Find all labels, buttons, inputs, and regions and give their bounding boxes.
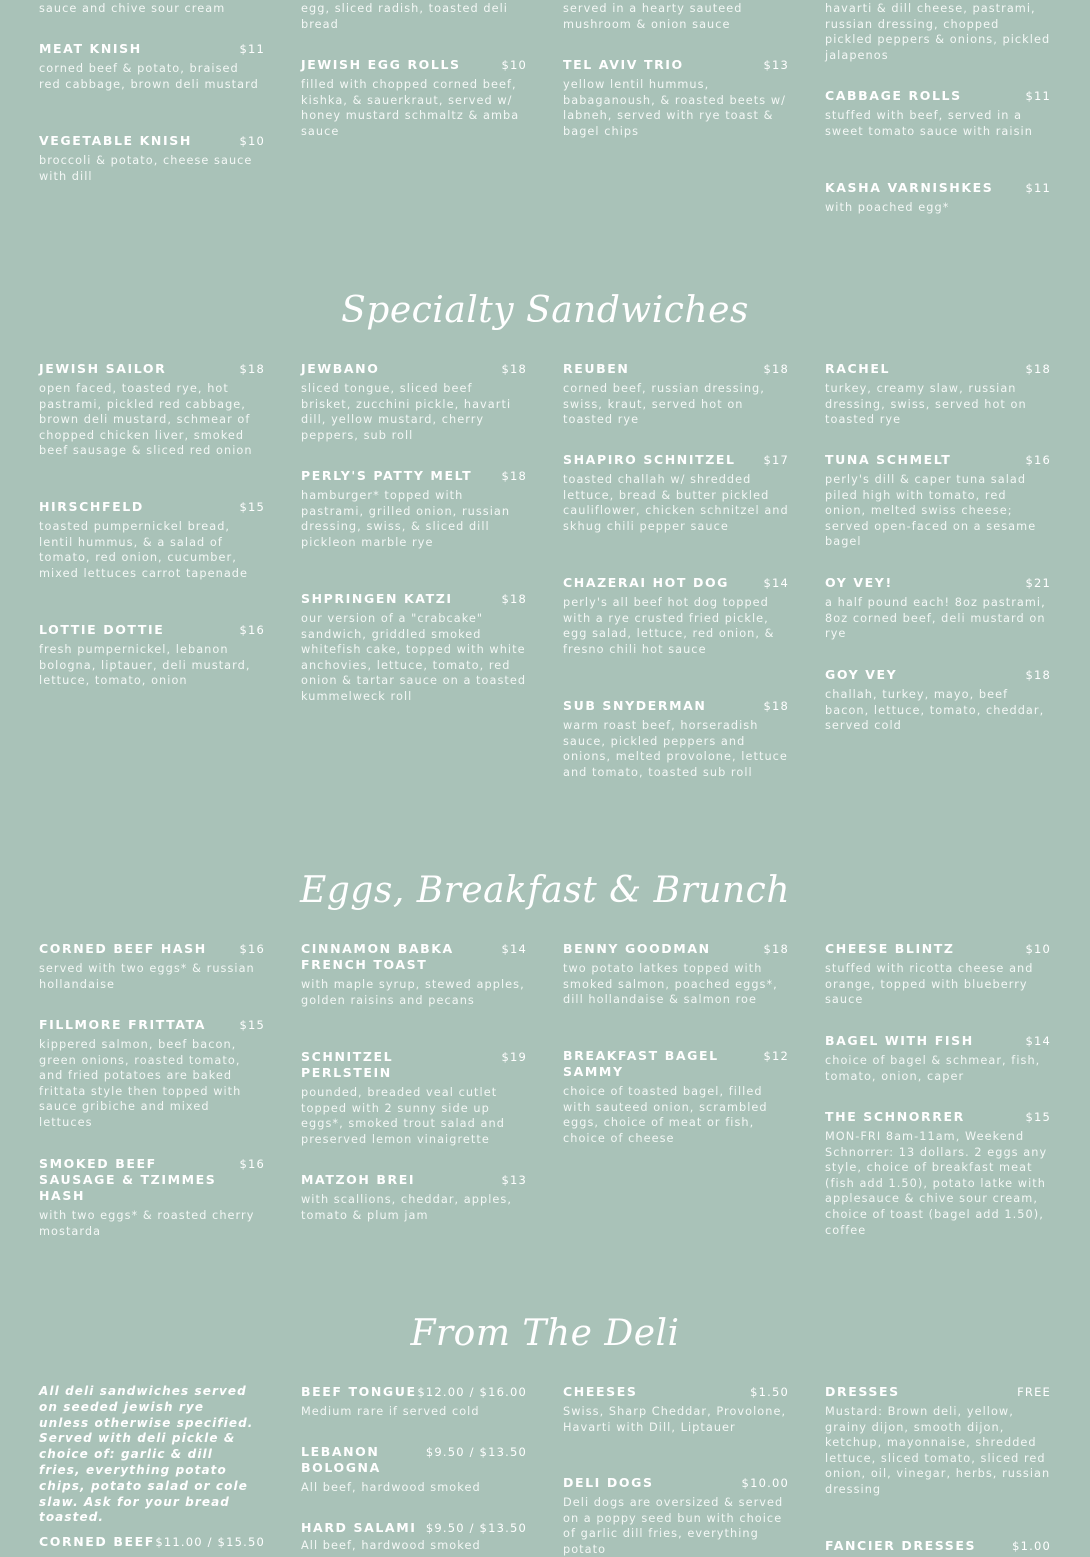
item-price: $16 (1025, 453, 1051, 467)
item-description: open faced, toasted rye, hot pastrami, pickled red cabbage, brown deli mustard, schmear of chopped chicken liver, smoked beef sausage & sliced red onion (39, 382, 253, 458)
item-name: SHAPIRO SCHNITZEL (563, 452, 736, 467)
item-price: $15 (239, 500, 265, 514)
menu-item (39, 41, 265, 92)
item-description: Mustard: Brown deli, yellow, grainy dijon, smooth dijon, ketchup, mayonnaise, shredded lettuce, sliced tomato, sliced red onion, oil, vinegar, herbs, russian dressing (825, 1405, 1051, 1496)
menu-item (39, 1534, 265, 1550)
menu-item (39, 941, 265, 992)
item-name: JEWISH SAILOR (39, 361, 167, 376)
item-price: $10.00 (741, 1476, 789, 1490)
item-description: toasted pumpernickel bread, lentil hummus, & a salad of tomato, red onion, cucumber, mixed lettuces carrot tapenade (39, 520, 249, 580)
item-name: CHEESE BLINTZ (825, 941, 955, 956)
menu-item (825, 361, 1051, 428)
item-price: $17 (763, 453, 789, 467)
menu-item (301, 468, 527, 550)
menu-item (39, 499, 265, 581)
item-price: $11 (1025, 89, 1051, 103)
item-description: perly's dill & caper tuna salad piled high with tomato, red onion, melted swiss cheese; served open-faced on a sesame bagel (825, 473, 1037, 549)
item-description: a half pound each! 8oz pastrami, 8oz corned beef, deli mustard on rye (825, 596, 1046, 641)
item-name: CABBAGE ROLLS (825, 88, 962, 103)
item-name: CHEESES (563, 1384, 638, 1399)
item-price: $10 (501, 58, 527, 72)
item-description: our version of a "crabcake" sandwich, griddled smoked whitefish cake, topped with white anchovies, lettuce, tomato, red onion & tartar sauce on a toasted kummelweck roll (301, 612, 527, 703)
menu-item (563, 575, 789, 657)
menu-item (39, 361, 265, 459)
menu-item (825, 180, 1051, 216)
item-name: TUNA SCHMELT (825, 452, 952, 467)
item-name: LOTTIE DOTTIE (39, 622, 165, 637)
menu-item (825, 1538, 1051, 1554)
item-price: $18 (763, 942, 789, 956)
menu-item (301, 941, 527, 1008)
item-description: stuffed with beef, served in a sweet tomato sauce with raisin (825, 109, 1033, 138)
item-price: $1.50 (750, 1385, 789, 1399)
menu-item (563, 698, 789, 780)
item-description: toasted challah w/ shredded lettuce, bread & butter pickled cauliflower, chicken schnitzel and skhug chili pepper sauce (563, 473, 789, 533)
item-name: SCHNITZEL PERLSTEIN (301, 1049, 394, 1080)
item-name: BAGEL WITH FISH (825, 1033, 974, 1048)
item-name: GOY VEY (825, 667, 898, 682)
item-name: LEBANON BOLOGNA (301, 1444, 381, 1475)
item-name: DRESSES (825, 1384, 900, 1399)
item-price: FREE (1017, 1385, 1051, 1399)
item-description: perly's all beef hot dog topped with a rye crusted fried pickle, egg salad, lettuce, red onion, & fresno chili hot sauce (563, 596, 775, 656)
menu-item (301, 1444, 527, 1496)
item-description: broccoli & potato, cheese sauce with dill (39, 154, 253, 183)
item-description: hamburger* topped with pastrami, grilled onion, russian dressing, swiss, & sliced dill pickleon marble rye (301, 489, 511, 549)
item-name: BENNY GOODMAN (563, 941, 711, 956)
menu-item (825, 1, 1051, 63)
item-description: choice of toasted bagel, filled with sauteed onion, scrambled eggs, choice of meat or fish, choice of cheese (563, 1085, 768, 1145)
item-price: $11.00 / $15.50 (155, 1535, 265, 1549)
item-name: CINNAMON BABKA FRENCH TOAST (301, 941, 454, 972)
menu-item (563, 361, 789, 428)
item-name: MATZOH BREI (301, 1172, 416, 1187)
item-name: JEWISH EGG ROLLS (301, 57, 461, 72)
item-price: $14 (1025, 1034, 1051, 1048)
item-description: served in a hearty sauteed mushroom & onion sauce (563, 2, 743, 31)
item-description: pounded, breaded veal cutlet topped with 2 sunny side up eggs*, smoked trout salad and preserved lemon vinaigrette (301, 1086, 505, 1146)
item-description: yellow lentil hummus, babaganoush, & roasted beets w/ labneh, served with rye toast & bagel chips (563, 78, 786, 138)
item-description: sauce and chive sour cream (39, 2, 226, 15)
item-name: CORNED BEEF HASH (39, 941, 207, 956)
menu-item (39, 1, 265, 17)
deli-note: All deli sandwiches served on seeded jewish rye unless otherwise specified. Served with deli pickle & choice of: garlic & dill fries, everything potato chips, potato salad or cole slaw. Ask for your bread toasted. (39, 1384, 254, 1525)
item-price: $15 (239, 1018, 265, 1032)
item-description: MON-FRI 8am-11am, Weekend Schnorrer: 13 dollars. 2 eggs any style, choice of breakfast meat (fish add 1.50), potato latke with applesauce & chive sour cream, choice of toast (bagel add 1.50), coffee (825, 1130, 1048, 1237)
item-price: $10 (1025, 942, 1051, 956)
item-price: $14 (763, 576, 789, 590)
item-description: egg, sliced radish, toasted deli bread (301, 2, 508, 31)
menu-item (563, 1475, 789, 1557)
item-price: $10 (239, 134, 265, 148)
item-description: filled with chopped corned beef, kishka, & sauerkraut, served w/ honey mustard schmaltz & amba sauce (301, 78, 520, 138)
item-name: FANCIER DRESSES (825, 1538, 977, 1553)
menu-item (825, 88, 1051, 139)
item-description: turkey, creamy slaw, russian dressing, swiss, served hot on toasted rye (825, 382, 1027, 427)
item-description: served with two eggs* & russian hollandaise (39, 962, 255, 991)
item-description: challah, turkey, mayo, beef bacon, lettuce, tomato, cheddar, served cold (825, 688, 1045, 733)
item-name: HIRSCHFELD (39, 499, 144, 514)
item-description: with maple syrup, stewed apples, golden raisins and pecans (301, 978, 525, 1007)
item-price: $9.50 / $13.50 (425, 1445, 527, 1459)
menu-item (301, 361, 527, 443)
item-description: with scallions, cheddar, apples, tomato & plum jam (301, 1193, 512, 1222)
item-price: $19 (501, 1050, 527, 1064)
item-description: All beef, hardwood smoked (301, 1539, 481, 1552)
menu-item (301, 591, 527, 705)
item-name: KASHA VARNISHKES (825, 180, 994, 195)
menu-item (39, 622, 265, 689)
item-name: CHAZERAI HOT DOG (563, 575, 730, 590)
item-name: CORNED BEEF (39, 1534, 155, 1549)
item-name: THE SCHNORRER (825, 1109, 965, 1124)
item-description: fresh pumpernickel, lebanon bologna, liptauer, deli mustard, lettuce, tomato, onion (39, 643, 251, 688)
menu-item (301, 57, 527, 139)
item-name: MEAT KNISH (39, 41, 142, 56)
item-price: $16 (239, 942, 265, 956)
item-price: $12.00 / $16.00 (417, 1385, 527, 1399)
item-price: $18 (763, 362, 789, 376)
item-description: stuffed with ricotta cheese and orange, topped with blueberry sauce (825, 962, 1034, 1007)
menu-item (563, 452, 789, 534)
menu-item (825, 667, 1051, 734)
item-price: $18 (501, 469, 527, 483)
item-description: All beef, hardwood smoked (301, 1481, 481, 1494)
item-price: $11 (239, 42, 265, 56)
item-price: $18 (239, 362, 265, 376)
menu-item (825, 1384, 1051, 1498)
menu-item (563, 1384, 789, 1435)
menu-item (39, 133, 265, 184)
item-price: $15 (1025, 1110, 1051, 1124)
menu-item (825, 1033, 1051, 1084)
item-name: JEWBANO (301, 361, 380, 376)
item-description: sliced tongue, sliced beef brisket, zucchini pickle, havarti dill, yellow mustard, cherry peppers, sub roll (301, 382, 512, 442)
item-name: TEL AVIV TRIO (563, 57, 684, 72)
item-price: $11 (1025, 181, 1051, 195)
menu-item (301, 1049, 527, 1147)
menu-item (301, 1172, 527, 1223)
item-description: corned beef, russian dressing, swiss, kraut, served hot on toasted rye (563, 382, 765, 427)
menu-item (825, 575, 1051, 642)
item-price: $21 (1025, 576, 1051, 590)
item-description: kippered salmon, beef bacon, green onions, roasted tomato, and fried potatoes are baked frittata style then topped with sauce gribiche and mixed lettuces (39, 1038, 242, 1129)
item-description: with poached egg* (825, 201, 950, 214)
item-price: $12 (763, 1049, 789, 1063)
item-description: Medium rare if served cold (301, 1405, 480, 1418)
menu-item (563, 1, 789, 32)
item-price: $16 (239, 1157, 265, 1171)
item-description: two potato latkes topped with smoked salmon, poached eggs*, dill hollandaise & salmon roe (563, 962, 778, 1007)
item-description: warm roast beef, horseradish sauce, pickled peppers and onions, melted provolone, lettuce and tomato, toasted sub roll (563, 719, 788, 779)
item-name: RACHEL (825, 361, 891, 376)
item-name: DELI DOGS (563, 1475, 654, 1490)
menu-item (825, 1109, 1051, 1238)
item-price: $18 (501, 362, 527, 376)
item-name: BEEF TONGUE (301, 1384, 417, 1399)
item-description: Deli dogs are oversized & served on a poppy seed bun with choice of garlic dill fries, everything potato (563, 1496, 784, 1556)
item-name: FILLMORE FRITTATA (39, 1017, 207, 1032)
item-name: SMOKED BEEF SAUSAGE & TZIMMES HASH (39, 1156, 217, 1203)
item-name: SHPRINGEN KATZI (301, 591, 453, 606)
item-description: havarti & dill cheese, pastrami, russian dressing, chopped pickled peppers & onions, pickled jalapenos (825, 2, 1051, 62)
item-name: REUBEN (563, 361, 630, 376)
item-price: $9.50 / $13.50 (425, 1521, 527, 1535)
item-description: choice of bagel & schmear, fish, tomato, onion, caper (825, 1054, 1041, 1083)
item-price: $18 (501, 592, 527, 606)
section-title: Specialty Sandwiches (341, 290, 749, 331)
item-price: $16 (239, 623, 265, 637)
item-name: HARD SALAMI (301, 1520, 417, 1535)
item-name: SUB SNYDERMAN (563, 698, 707, 713)
item-description: corned beef & potato, braised red cabbage, brown deli mustard (39, 62, 259, 91)
item-description: Swiss, Sharp Cheddar, Provolone, Havarti with Dill, Liptauer (563, 1405, 787, 1434)
item-description: with two eggs* & roasted cherry mostarda (39, 1209, 255, 1238)
item-name: BREAKFAST BAGEL SAMMY (563, 1048, 719, 1079)
menu-item (301, 1520, 527, 1554)
section-title: Eggs, Breakfast & Brunch (299, 870, 791, 911)
menu-item (39, 1017, 265, 1131)
item-name: PERLY'S PATTY MELT (301, 468, 473, 483)
menu-item (563, 1048, 789, 1146)
menu-item (825, 941, 1051, 1008)
item-name: VEGETABLE KNISH (39, 133, 192, 148)
menu-item (301, 1384, 527, 1420)
item-price: $18 (763, 699, 789, 713)
menu-item (563, 941, 789, 1008)
menu-item (825, 452, 1051, 550)
item-name: OY VEY! (825, 575, 893, 590)
section-title: From The Deli (410, 1313, 680, 1354)
menu-item (39, 1156, 265, 1239)
item-price: $18 (1025, 362, 1051, 376)
item-price: $13 (763, 58, 789, 72)
item-price: $18 (1025, 668, 1051, 682)
item-price: $14 (501, 942, 527, 956)
menu-item (563, 57, 789, 139)
item-price: $1.00 (1012, 1539, 1051, 1553)
menu-item (301, 1, 527, 32)
item-price: $13 (501, 1173, 527, 1187)
